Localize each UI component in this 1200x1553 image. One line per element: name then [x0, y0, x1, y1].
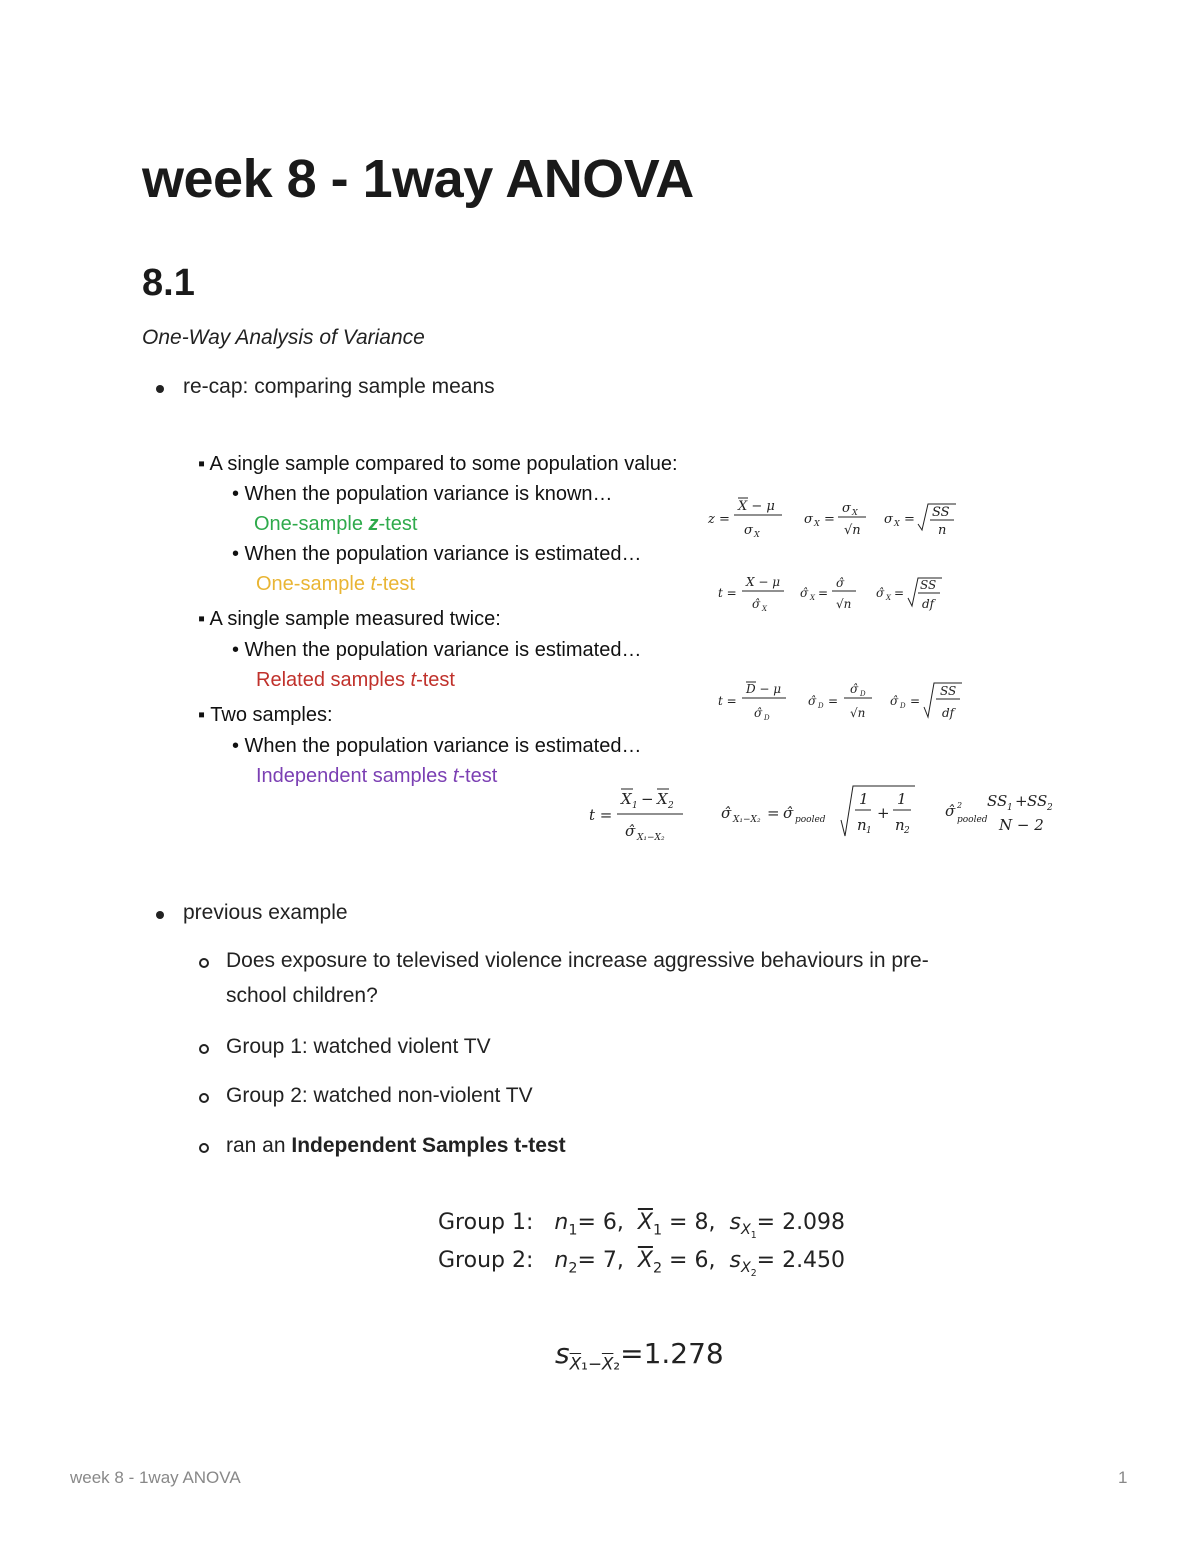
- svg-text:t =: t =: [718, 586, 737, 600]
- svg-text:X − μ: X − μ: [738, 499, 775, 514]
- bullet-dot: [156, 911, 164, 919]
- independent-test-formulas: [585, 780, 1065, 855]
- svg-text:=: =: [910, 694, 921, 708]
- svg-text:=: =: [894, 586, 905, 600]
- svg-text:σ: σ: [804, 512, 813, 527]
- svg-text:SS: SS: [987, 792, 1008, 810]
- example-ran-test: ran an Independent Samples t-test: [226, 1134, 566, 1157]
- svg-text:σ̂: σ̂: [876, 586, 885, 600]
- slide-t-test: One-sample t-test: [256, 573, 415, 595]
- slide-related-test: Related samples t-test: [256, 669, 455, 691]
- svg-text:D: D: [764, 714, 770, 722]
- svg-text:σ̂: σ̂: [890, 694, 899, 708]
- svg-text:1: 1: [859, 790, 869, 808]
- sub-bullet-ring: [199, 1044, 209, 1054]
- t-test-formulas: [710, 570, 970, 620]
- svg-text:X₁−X₂: X₁−X₂: [637, 833, 665, 843]
- svg-text:n: n: [938, 523, 947, 538]
- svg-text:X: X: [814, 519, 820, 528]
- svg-text:n: n: [857, 816, 867, 834]
- svg-text:1: 1: [897, 790, 907, 808]
- svg-text:X: X: [621, 790, 632, 808]
- svg-text:X: X: [810, 594, 815, 602]
- svg-text:σ: σ: [744, 523, 753, 538]
- svg-text:σ̂: σ̂: [850, 682, 859, 696]
- slide-z-test: One-sample z-test: [254, 513, 418, 535]
- slide-estimated-1: • When the population variance is estimated…: [232, 543, 642, 565]
- svg-text:σ̂: σ̂: [721, 804, 732, 822]
- standard-error-difference: $s_{\overline{X}_1-\overline{X}_2}=1.278$: [555, 1337, 724, 1374]
- slide-estimated-2: • When the population variance is estimated…: [232, 639, 642, 661]
- svg-text:=: =: [818, 586, 829, 600]
- svg-text:√n: √n: [844, 523, 861, 538]
- svg-text:1: 1: [632, 801, 638, 811]
- svg-text:df: df: [942, 706, 955, 720]
- svg-text:σ̂: σ̂: [783, 804, 794, 822]
- svg-text:SS: SS: [940, 684, 957, 698]
- svg-text:σ: σ: [842, 501, 851, 516]
- svg-text:n: n: [895, 816, 905, 834]
- related-test-formulas: [710, 675, 980, 730]
- sub-bullet-ring: [199, 1143, 209, 1153]
- svg-text:X: X: [657, 790, 668, 808]
- svg-text:D: D: [860, 690, 866, 698]
- footer-title: week 8 - 1way ANOVA: [70, 1468, 241, 1487]
- svg-text:√n: √n: [836, 597, 852, 611]
- bullet-previous-example: previous example: [183, 901, 348, 924]
- svg-text:X: X: [762, 605, 767, 613]
- section-subtitle: One-Way Analysis of Variance: [142, 326, 425, 349]
- svg-text:=: =: [904, 512, 915, 527]
- svg-text:X₁−X₂: X₁−X₂: [733, 815, 761, 825]
- svg-text:σ̂: σ̂: [836, 576, 845, 590]
- svg-text:=: =: [767, 804, 780, 822]
- svg-text:σ̂: σ̂: [945, 802, 956, 820]
- group2-stats: Group 2: $n_2= 7$, $\overline{X}_2 = 6$, $s_{X_2}= 2.450$: [438, 1248, 846, 1280]
- svg-text:σ̂: σ̂: [808, 694, 817, 708]
- svg-text:σ̂: σ̂: [625, 822, 636, 840]
- svg-text:−: −: [641, 790, 654, 808]
- slide-independent-test: Independent samples t-test: [256, 765, 498, 787]
- group1-stats: Group 1: $n_1= 6$, $\overline{X}_1 = 8$, $s_{X_1}= 2.098$: [438, 1210, 846, 1242]
- slide-estimated-3: • When the population variance is estimated…: [232, 735, 642, 757]
- page-title: week 8 - 1way ANOVA: [142, 149, 694, 209]
- svg-text:√n: √n: [850, 706, 866, 720]
- svg-text:σ̂: σ̂: [754, 706, 763, 720]
- example-question-cont: school children?: [226, 984, 378, 1007]
- svg-text:D − μ: D − μ: [746, 682, 782, 696]
- svg-text:σ̂: σ̂: [800, 586, 809, 600]
- slide-known: • When the population variance is known…: [232, 483, 613, 505]
- svg-text:X: X: [754, 530, 760, 539]
- svg-text:1: 1: [1007, 803, 1013, 813]
- svg-text:SS: SS: [920, 578, 937, 592]
- svg-text:t =: t =: [589, 806, 613, 824]
- svg-text:σ: σ: [884, 512, 893, 527]
- example-group2: Group 2: watched non-violent TV: [226, 1084, 533, 1107]
- svg-text:SS: SS: [932, 505, 950, 520]
- svg-text:D: D: [900, 702, 906, 710]
- svg-text:2: 2: [1047, 803, 1053, 813]
- svg-text:=: =: [828, 694, 839, 708]
- slide-single-sample: ▪ A single sample compared to some population value:: [198, 453, 678, 475]
- slide-measured-twice: ▪ A single sample measured twice:: [198, 608, 501, 630]
- svg-text:+: +: [877, 804, 890, 822]
- svg-text:X: X: [886, 594, 891, 602]
- svg-text:SS: SS: [1027, 792, 1048, 810]
- svg-text:+: +: [1015, 792, 1028, 810]
- svg-text:t =: t =: [718, 694, 737, 708]
- svg-text:=: =: [824, 512, 835, 527]
- svg-text:2: 2: [904, 826, 910, 836]
- svg-text:2: 2: [668, 801, 674, 811]
- slide-two-samples: ▪ Two samples:: [198, 704, 333, 726]
- section-heading: 8.1: [142, 262, 195, 304]
- svg-text:z =: z =: [708, 512, 730, 527]
- svg-text:1: 1: [866, 826, 872, 836]
- example-group1: Group 1: watched violent TV: [226, 1035, 491, 1058]
- svg-text:N − 2: N − 2: [999, 816, 1044, 834]
- svg-text:2: 2: [957, 801, 963, 810]
- svg-text:D: D: [818, 702, 824, 710]
- svg-text:σ̂: σ̂: [752, 597, 761, 611]
- sub-bullet-ring: [199, 958, 209, 968]
- svg-text:X − μ: X − μ: [746, 575, 781, 589]
- svg-text:df: df: [922, 597, 935, 611]
- svg-text:pooled: pooled: [957, 815, 988, 825]
- svg-text:X: X: [894, 519, 900, 528]
- page-number: 1: [1118, 1468, 1128, 1487]
- svg-text:X: X: [852, 508, 858, 517]
- z-test-formulas: [700, 490, 970, 550]
- bullet-recap: re-cap: comparing sample means: [183, 375, 495, 398]
- svg-text:pooled: pooled: [795, 815, 826, 825]
- example-question: Does exposure to televised violence increase aggressive behaviours in pre-: [226, 949, 929, 972]
- bullet-dot: [156, 385, 164, 393]
- sub-bullet-ring: [199, 1093, 209, 1103]
